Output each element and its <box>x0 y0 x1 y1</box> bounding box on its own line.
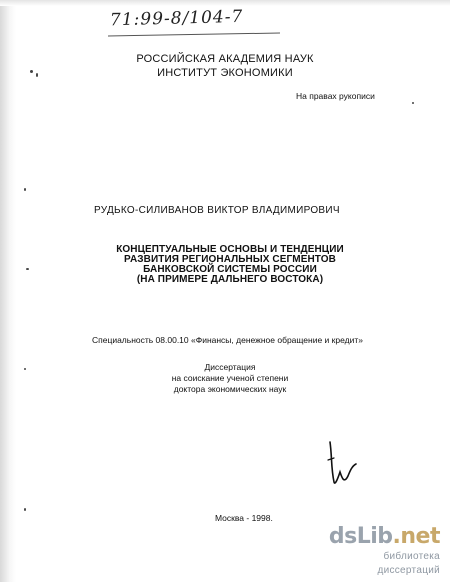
title-line-2: РАЗВИТИЯ РЕГИОНАЛЬНЫХ СЕГМЕНТОВ <box>124 254 336 265</box>
rights-note: На правах рукописи <box>296 91 375 101</box>
scan-shadow-top <box>0 0 450 6</box>
scan-speck <box>30 70 33 73</box>
degree-line-2: на соискание ученой степени <box>171 373 289 383</box>
scan-speck <box>24 508 26 511</box>
institute-name: ИНСТИТУТ ЭКОНОМИКИ <box>157 67 293 79</box>
dslib-subtitle: библиотека диссертаций <box>377 551 440 576</box>
dslib-logo-suffix: .net <box>392 524 440 549</box>
title-line-3: БАНКОВСКОЙ СИСТЕМЫ РОССИИ <box>143 264 317 275</box>
scan-speck <box>36 73 38 77</box>
dslib-logo-prefix: dsLib <box>328 524 393 549</box>
degree-statement <box>150 362 310 395</box>
author-name: РУДЬКО-СИЛИВАНОВ ВИКТОР ВЛАДИМИРОВИЧ <box>94 205 340 216</box>
scan-speck <box>24 188 26 191</box>
scan-speck <box>26 268 29 270</box>
scan-shadow-left <box>0 0 16 582</box>
city-year: Москва - 1998. <box>215 513 273 523</box>
title-line-1: КОНЦЕПТУАЛЬНЫЕ ОСНОВЫ И ТЕНДЕНЦИИ <box>116 244 344 255</box>
dslib-logo <box>328 524 440 550</box>
archive-code-underline <box>108 32 280 36</box>
organization-header <box>130 52 320 80</box>
dslib-watermark <box>328 524 440 576</box>
specialty-line: Специальность 08.00.10 «Финансы, денежное обращение и кредит» <box>92 335 363 345</box>
degree-line-3: доктора экономических наук <box>173 384 287 394</box>
scan-speck <box>24 368 26 370</box>
scan-speck <box>412 102 414 104</box>
degree-line-1: Диссертация <box>204 362 256 372</box>
organization-name: РОССИЙСКАЯ АКАДЕМИЯ НАУК <box>136 53 314 65</box>
dissertation-title <box>100 245 360 285</box>
archive-code-handwritten: 71:99-8/104-7 <box>109 6 244 31</box>
handwritten-signature <box>322 438 362 494</box>
title-line-4: (НА ПРИМЕРЕ ДАЛЬНЕГО ВОСТОКА) <box>136 274 324 285</box>
